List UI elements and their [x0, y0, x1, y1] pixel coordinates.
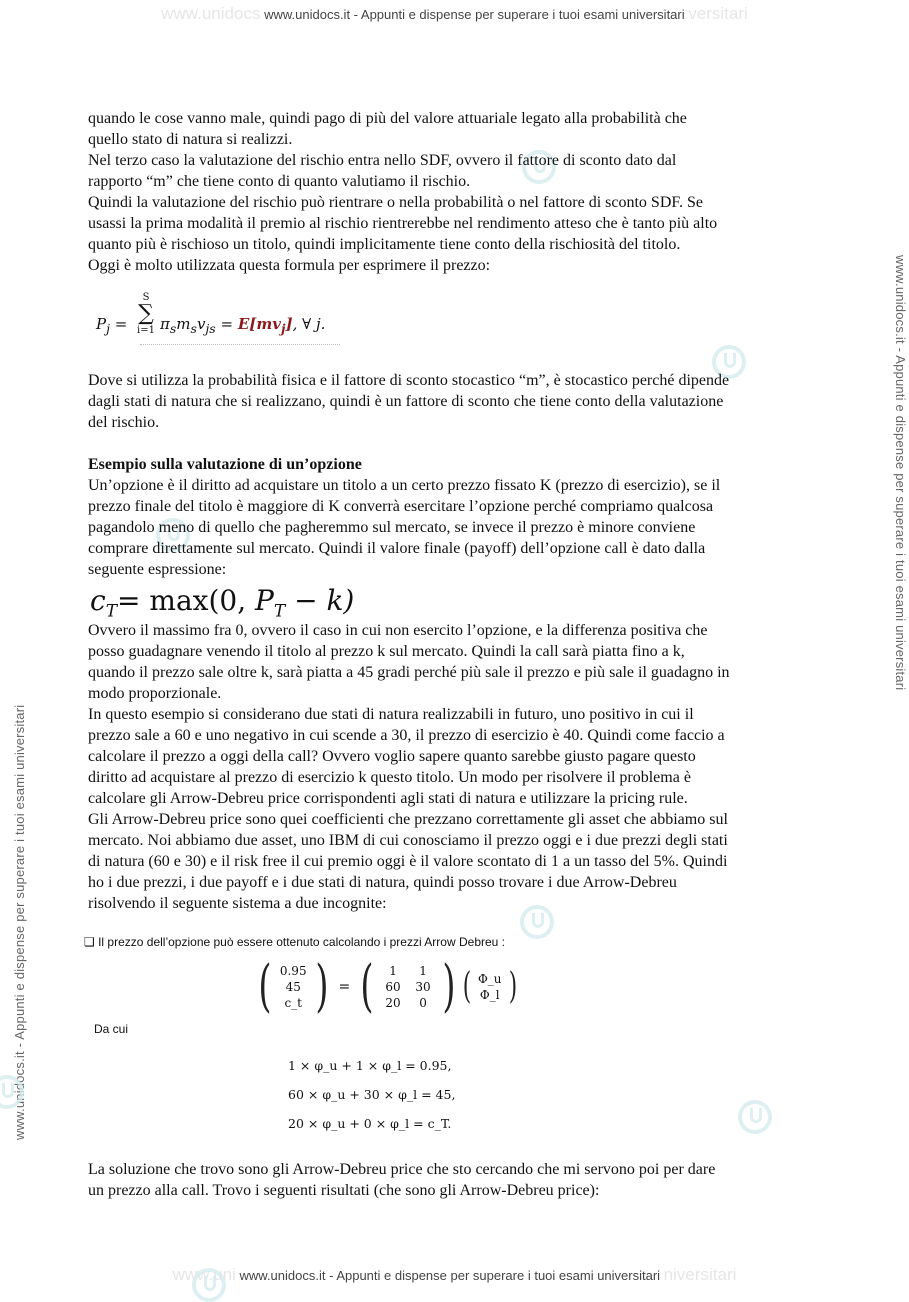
text-line: calcolare gli Arrow-Debreu price corrispondenti agli stati di natura e utilizzare la pricing rule. — [88, 790, 688, 807]
text-line: dagli stati di natura che si realizzano, quindi è un fattore di sconto che tiene conto della valutazione — [88, 393, 724, 410]
watermark-ghost-left: www.uni — [172, 1265, 236, 1284]
text-line: diritto ad acquistare al prezzo di esercizio k questo titolo. Un modo per risolvere il problema è — [88, 769, 691, 786]
paragraph-block-2 — [88, 370, 828, 433]
paragraph-block-1 — [88, 108, 828, 276]
matrix-equation: ( 0.95 45 c_t ) = ( 1 1 60 30 20 0 ) ( Φ_u Φ_l ) — [258, 954, 517, 1019]
watermark-top-text: www.unidocs.it - Appunti e dispense per superare i tuoi esami universitari — [264, 7, 685, 22]
watermark-left-text: www.unidocs.it - Appunti e dispense per superare i tuoi esami universitari — [12, 704, 27, 1140]
equation-system — [288, 1058, 828, 1145]
da-cui-label: Da cui — [94, 1022, 129, 1036]
document-page — [84, 108, 828, 1201]
text-line: rapporto “m” che tiene conto di quanto valutiamo il rischio. — [88, 173, 471, 190]
watermark-bottom-text: www.unidocs.it - Appunti e dispense per superare i tuoi esami universitari — [239, 1268, 661, 1283]
text-line: quello stato di natura si realizzi. — [88, 131, 293, 148]
paragraph-block-3 — [88, 475, 828, 580]
equation-line: 60 × φ_u + 30 × φ_l = 45, — [288, 1087, 456, 1102]
lhs-vector: 0.95 45 c_t — [279, 964, 307, 1010]
text-line: seguente espressione: — [88, 561, 227, 578]
section-heading: Esempio sulla valutazione di un’opzione — [88, 456, 362, 473]
price-formula — [96, 292, 828, 358]
text-line: modo proporzionale. — [88, 685, 222, 702]
text-line: un prezzo alla call. Trovo i seguenti risultati (che sono gli Arrow-Debreu price): — [88, 1182, 600, 1199]
summation: S ∑ i=1 — [137, 292, 155, 336]
watermark-ghost-left: www.unidocs — [161, 4, 261, 23]
text-line: Dove si utilizza la probabilità fisica e il fattore di sconto stocastico “m”, è stocastico perché dipende — [88, 372, 730, 389]
text-line: Gli Arrow-Debreu price sono quei coefficienti che prezzano correttamente gli asset che abbiamo sul — [88, 811, 728, 828]
watermark-ghost-right: versitari — [688, 4, 748, 23]
payoff-formula: $c_T= \max(0$, $P_T - k$) — [90, 584, 355, 622]
text-line: mercato. Noi abbiamo due asset, uno IBM di cui conosciamo il prezzo oggi e i due prezzi degli stati — [88, 832, 728, 849]
rhs-vector: Φ_u Φ_l — [477, 972, 502, 1002]
text-line: posso guadagnare venendo il titolo al prezzo k sul mercato. Quindi la call sarà piatta fino a k, — [88, 643, 685, 660]
equation-line: 20 × φ_u + 0 × φ_l = c_T. — [288, 1116, 452, 1131]
arrow-debreu-figure — [84, 932, 828, 1145]
text-line: quando il prezzo sale oltre k, sarà piatta a 45 gradi perché più sale il prezzo e più sale il guadagno in — [88, 664, 730, 681]
text-line: Nel terzo caso la valutazione del rischio entra nello SDF, ovvero il fattore di sconto dato dal — [88, 152, 677, 169]
formula-rhs: $\pi_sm_sv_{js} = E[mv_j]$, ∀ j. — [160, 315, 326, 336]
checkbox-bullet-icon: ❑ — [84, 935, 95, 949]
paragraph-block-5 — [88, 1159, 828, 1201]
text-line: usassi la prima modalità il premio al rischio rientrerebbe nel rendimento atteso che è tanto più alto — [88, 215, 718, 232]
text-line: In questo esempio si considerano due stati di natura realizzabili in futuro, uno positivo in cui il — [88, 706, 694, 723]
text-line: prezzo finale del titolo è maggiore di K converrà esercitare l’opzione perché compriamo qualcosa — [88, 498, 714, 515]
text-line: pagandolo meno di quello che pagheremmo sul mercato, se invece il prezzo è minore conviene — [88, 519, 696, 536]
text-line: Ovvero il massimo fra 0, ovvero il caso in cui non esercito l’opzione, e la differenza positiva che — [88, 622, 708, 639]
watermark-bottom — [0, 1265, 909, 1285]
formula-lhs: $P_j$ = — [96, 315, 128, 336]
text-line: Un’opzione è il diritto ad acquistare un titolo a un certo prezzo fissato K (prezzo di esercizio), se il — [88, 477, 721, 494]
unidocs-logo-icon — [192, 1268, 226, 1302]
watermark-ghost-right: niversitari — [663, 1265, 737, 1284]
text-line: quando le cose vanno male, quindi pago di più del valore attuariale legato alla probabilità che — [88, 110, 687, 127]
text-line: La soluzione che trovo sono gli Arrow-Debreu price che sto cercando che mi servono poi per dare — [88, 1161, 716, 1178]
watermark-right-text: www.unidocs.it - Appunti e dispense per superare i tuoi esami universitari — [893, 255, 908, 691]
text-line: del rischio. — [88, 414, 160, 431]
text-line: Quindi la valutazione del rischio può rientrare o nella probabilità o nel fattore di sconto SDF. Se — [88, 194, 703, 211]
equation-line: 1 × φ_u + 1 × φ_l = 0.95, — [288, 1058, 452, 1073]
paragraph-block-4 — [88, 620, 828, 914]
text-line: ho i due prezzi, i due payoff e i due stati di natura, quindi posso trovare i due Arrow-Debreu — [88, 874, 677, 891]
text-line: di natura (60 e 30) e il risk free il cui premio oggi è il valore scontato di 1 a un tasso del 5%. Quindi — [88, 853, 728, 870]
text-line: risolvendo il seguente sistema a due incognite: — [88, 895, 387, 912]
watermark-top — [0, 4, 909, 24]
text-line: comprare direttamente sul mercato. Quindi il valore finale (payoff) dell’opzione call è dato dalla — [88, 540, 706, 557]
figure-caption: ❑ Il prezzo dell’opzione può essere ottenuto calcolando i prezzi Arrow Debreu : — [84, 935, 505, 949]
text-line: Oggi è molto utilizzata questa formula per esprimere il prezzo: — [88, 257, 491, 274]
text-line: prezzo sale a 60 e uno negativo in cui scende a 30, il prezzo di esercizio è 40. Quindi come faccio a — [88, 727, 725, 744]
text-line: quanto più è rischioso un titolo, quindi implicitamente tiene conto della rischiosità del titolo. — [88, 236, 681, 253]
text-line: calcolare il prezzo a oggi della call? Ovvero voglio sapere quanto sarebbe giusto pagare questo — [88, 748, 696, 765]
payoff-matrix: 1 1 60 30 20 0 — [385, 964, 431, 1010]
